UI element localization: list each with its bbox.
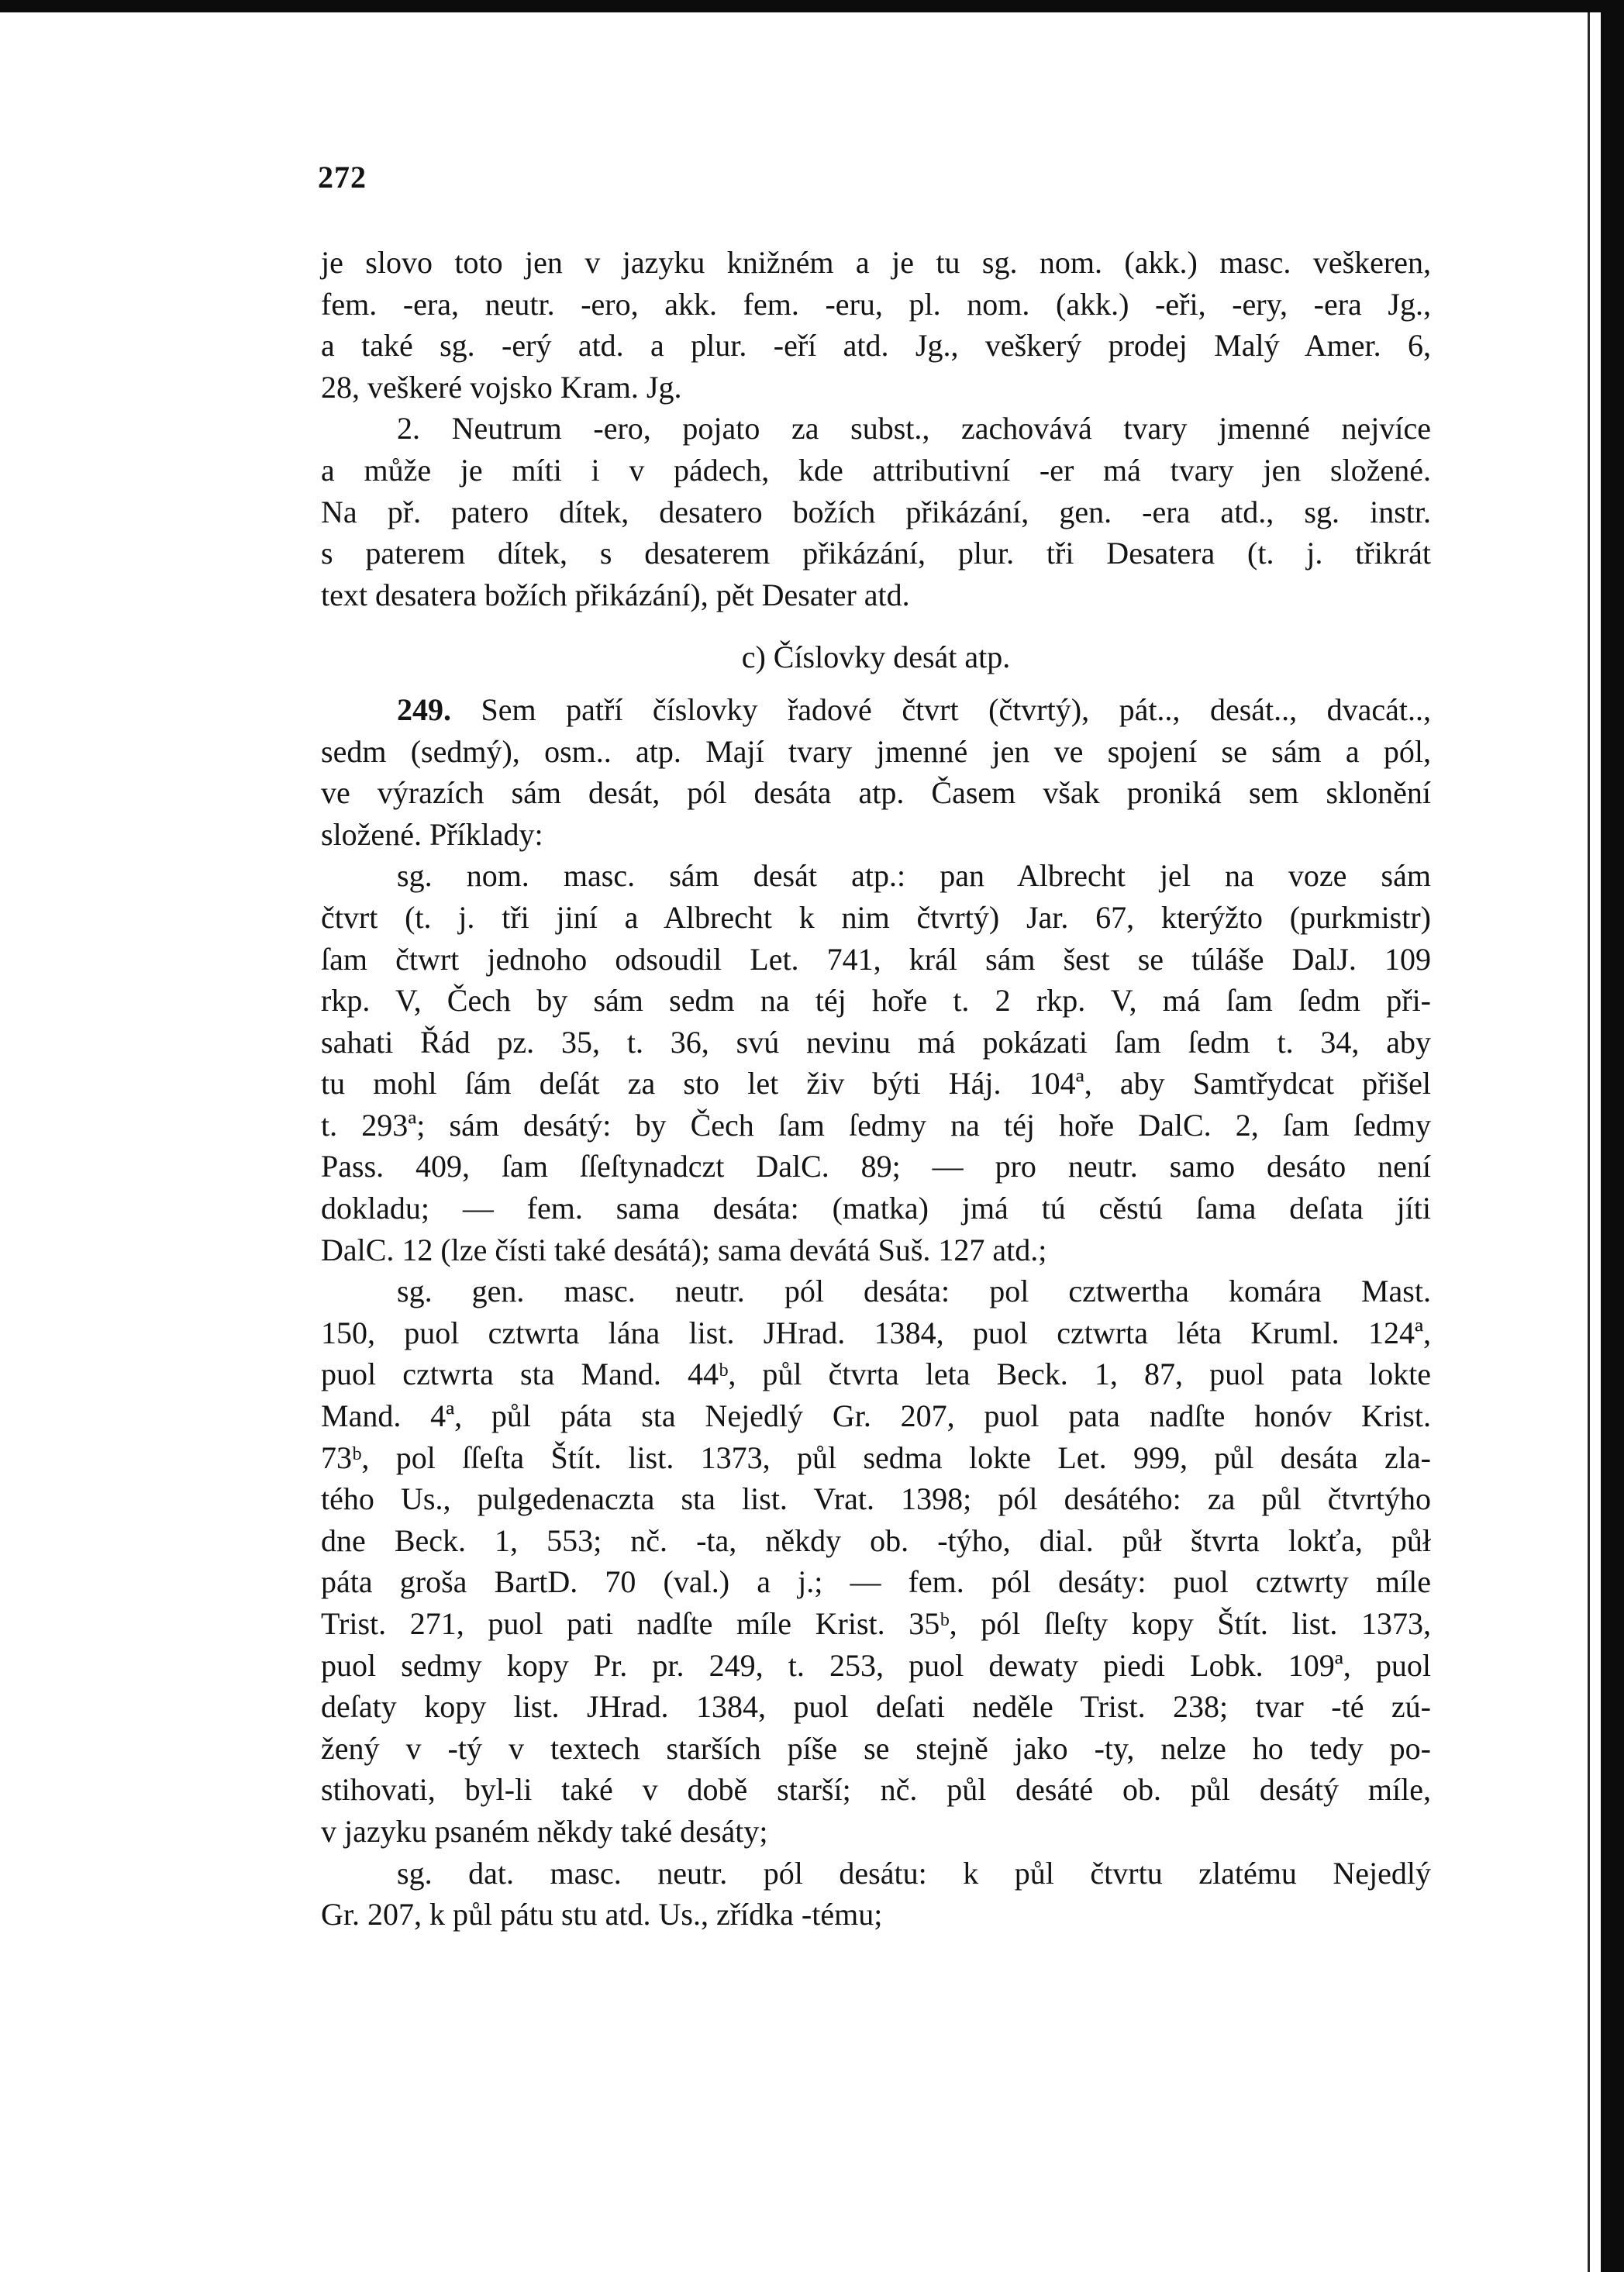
text-line: tého Us., pulgedenaczta sta list. Vrat. 1398; pól desátého: za půl čtvrtýho — [321, 1481, 1431, 1517]
text-line: Sem patří číslovky řadové čtvrt (čtvrtý), pát.., desát.., dvacát.., — [481, 691, 1432, 727]
text-line: 150, puol cztwrta lána list. JHrad. 1384, puol cztwrta léta Kruml. 124ª, — [321, 1315, 1431, 1350]
text-line: Mand. 4ª, půl pátа sta Nejedlý Gr. 207, puol pata nadſte honóv Krist. — [321, 1398, 1431, 1434]
text-line: fem. -era, neutr. -ero, akk. fem. -eru, pl. nom. (akk.) -eři, -ery, -era Jg., — [321, 286, 1431, 322]
text-line: a může je míti i v pádech, kde attributivní -er má tvary jen složené. — [321, 452, 1431, 488]
text-line: 73ᵇ, pol ſſeſta Štít. list. 1373, půl sedma lokte Let. 999, půl desáta zla- — [321, 1439, 1431, 1475]
text-line: čtvrt (t. j. tři jiní a Albrecht k nim čtvrtý) Jar. 67, kterýžto (purkmistr) — [321, 899, 1431, 935]
text-line: sg. nom. masc. sám desát atp.: pan Albrecht jel na voze sám — [397, 858, 1431, 894]
text-line: sg. gen. masc. neutr. pól desáta: pol cztwertha komára Mast. — [397, 1274, 1431, 1309]
text-line: puol cztwrta sta Mand. 44ᵇ, půl čtvrta leta Beck. 1, 87, puol pata lokte — [321, 1357, 1431, 1392]
text-line: pátа groša BartD. 70 (val.) a j.; — fem. pól desáty: puol cztwrty míle — [321, 1564, 1431, 1600]
text-line: ve výrazích sám desát, pól desáta atp. Časem však proniká sem sklonění — [321, 775, 1431, 811]
text-line: a také sg. -erý atd. a plur. -eří atd. Jg., veškerý prodej Malý Amer. 6, — [321, 328, 1431, 364]
text-line: 28, veškeré vojsko Kram. Jg. — [321, 369, 682, 405]
text-line: rkp. V, Čech by sám sedm na téj hoře t. 2 rkp. V, má ſam ſedm při- — [321, 983, 1431, 1019]
scan-right-gap — [1590, 12, 1601, 2272]
text-line: dokladu; — fem. sama desáta: (matka) jmá tú cěstú ſama deſata jíti — [321, 1191, 1431, 1226]
text-line: sg. dat. masc. neutr. pól desátu: k půl čtvrtu zlatému Nejedlý — [397, 1855, 1431, 1891]
text-line: Na př. patero dítek, desatero božích přikázání, gen. -era atd., sg. instr. — [321, 494, 1431, 529]
scan-right-border — [1601, 0, 1624, 2272]
text-line: je slovo toto jen v jazyku knižném a je tu sg. nom. (akk.) masc. veškeren, — [321, 245, 1431, 280]
text-line: ſam čtwrt jednoho odsoudil Let. 741, král sám šest se túláše DalJ. 109 — [321, 941, 1431, 977]
text-line: stihovati, byl-li také v době starší; nč. půl desáté ob. půl desátý míle, — [321, 1772, 1431, 1808]
text-line: sedm (sedmý), osm.. atp. Mají tvary jmenné jen ve spojení se sám a pól, — [321, 733, 1431, 769]
text-line: složené. Příklady: — [321, 816, 543, 852]
page-body — [321, 242, 1431, 1936]
text-line: Pass. 409, ſam ſſeſtynadczt DalC. 89; — pro neutr. samo desáto není — [321, 1149, 1431, 1184]
text-line: žený v -tý v textech starších píše se stejně jako -ty, nelze ho tedy po- — [321, 1730, 1431, 1766]
text-line: t. 293ª; sám desátý: by Čech ſam ſedmy na téj hoře DalC. 2, ſam ſedmy — [321, 1107, 1431, 1143]
text-line: deſaty kopy list. JHrad. 1384, puol deſati neděle Trist. 238; tvar -té zú- — [321, 1689, 1431, 1725]
text-line: text desatera božích přikázání), pět Desater atd. — [321, 577, 910, 612]
text-line: Trist. 271, puol pati nadſte míle Krist. 35ᵇ, pól ſleſty kopy Štít. list. 1373, — [321, 1606, 1431, 1641]
scan-top-border — [0, 0, 1624, 12]
text-line: DalC. 12 (lze čísti také desátá); sama devátá Suš. 127 atd.; — [321, 1232, 1047, 1267]
text-line: s paterem dítek, s desaterem přikázání, plur. tři Desatera (t. j. třikrát — [321, 536, 1431, 571]
section-heading: c) Číslovky desát atp. — [741, 640, 1011, 675]
text-line: dne Beck. 1, 553; nč. -ta, někdy ob. -týho, dial. půł štvrta lokťa, půł — [321, 1522, 1431, 1558]
spacer — [321, 678, 1431, 689]
page-number: 272 — [318, 160, 367, 195]
text-line: puol sedmy kopy Pr. pr. 249, t. 253, puol dewaty piedi Lobk. 109ª, puol — [321, 1647, 1431, 1683]
paragraph-249-first-line — [321, 689, 1431, 731]
text-line: sahati Řád pz. 35, t. 36, svú nevinu má pokázati ſam ſedm t. 34, aby — [321, 1024, 1431, 1060]
text-line: tu mohl ſám deſát za sto let živ býti Háj. 104ª, aby Samtřydcat přišel — [321, 1066, 1431, 1102]
spacer — [321, 615, 1431, 636]
paragraph-number: 249. — [397, 691, 451, 727]
text-line: v jazyku psaném někdy také desáty; — [321, 1813, 768, 1849]
text-line: Gr. 207, k půl pátu stu atd. Us., zřídka -tému; — [321, 1897, 883, 1932]
text-line: 2. Neutrum -ero, pojato za subst., zachovává tvary jmenné nejvíce — [397, 411, 1431, 446]
